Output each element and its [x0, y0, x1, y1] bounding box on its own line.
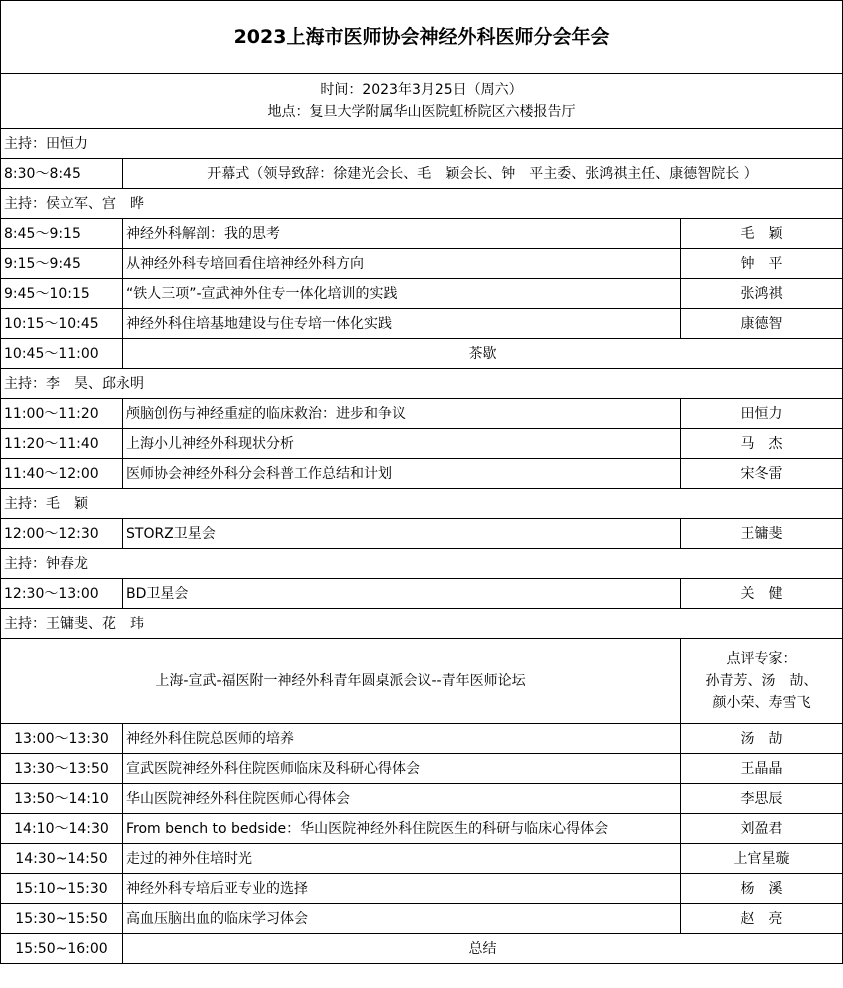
- forum-expert-line: 孙青芳、汤 劼、: [705, 673, 818, 689]
- talk-topic: From bench to bedside：华山医院神经外科住院医生的科研与临床心得体会: [123, 814, 681, 844]
- session-row: [1, 934, 843, 964]
- event-location: 地点：复旦大学附属华山医院虹桥院区六楼报告厅: [267, 104, 576, 120]
- event-time: 时间：2023年3月25日（周六）: [320, 82, 523, 98]
- forum-row: [1, 639, 843, 724]
- host-row: [1, 369, 843, 399]
- talk-row: [1, 844, 843, 874]
- talk-topic: 走过的神外住培时光: [123, 844, 681, 874]
- talk-speaker: 赵 亮: [681, 904, 843, 934]
- talk-row: [1, 399, 843, 429]
- host-name: 主持：李 昊、邱永明: [1, 369, 843, 399]
- session-title: 开幕式（领导致辞：徐建光会长、毛 颖会长、钟 平主委、张鸿祺主任、康德智院长 ）: [123, 159, 843, 189]
- talk-speaker: 汤 劼: [681, 724, 843, 754]
- talk-row: [1, 874, 843, 904]
- host-name: 主持：王镛斐、花 玮: [1, 609, 843, 639]
- talk-time: 15:30~15:50: [1, 904, 123, 934]
- talk-topic: 神经外科解剖：我的思考: [123, 219, 681, 249]
- talk-speaker: 杨 溪: [681, 874, 843, 904]
- talk-topic: BD卫星会: [123, 579, 681, 609]
- talk-speaker: 钟 平: [681, 249, 843, 279]
- forum-expert-line: 点评专家：: [726, 651, 797, 667]
- talk-topic: 上海小儿神经外科现状分析: [123, 429, 681, 459]
- host-row: [1, 489, 843, 519]
- talk-speaker: 田恒力: [681, 399, 843, 429]
- talk-time: 9:45～10:15: [1, 279, 123, 309]
- host-name: 主持：侯立军、宫 晔: [1, 189, 843, 219]
- talk-row: [1, 249, 843, 279]
- talk-topic: 医师协会神经外科分会科普工作总结和计划: [123, 459, 681, 489]
- talk-topic: 神经外科住培基地建设与住专培一体化实践: [123, 309, 681, 339]
- talk-speaker: 宋冬雷: [681, 459, 843, 489]
- talk-topic: 宣武医院神经外科住院医师临床及科研心得体会: [123, 754, 681, 784]
- host-row: [1, 129, 843, 159]
- talk-topic: STORZ卫星会: [123, 519, 681, 549]
- talk-topic: “铁人三项”-宣武神外住专一体化培训的实践: [123, 279, 681, 309]
- host-name: 主持：钟春龙: [1, 549, 843, 579]
- talk-time: 13:00～13:30: [1, 724, 123, 754]
- talk-time: 12:00～12:30: [1, 519, 123, 549]
- host-name: 主持：田恒力: [1, 129, 843, 159]
- talk-time: 14:30~14:50: [1, 844, 123, 874]
- talk-time: 13:30～13:50: [1, 754, 123, 784]
- talk-row: [1, 219, 843, 249]
- session-time: 8:30～8:45: [1, 159, 123, 189]
- talk-time: 11:20～11:40: [1, 429, 123, 459]
- talk-speaker: 上官星璇: [681, 844, 843, 874]
- forum-expert-line: 颜小荣、寿雪飞: [712, 695, 811, 711]
- talk-time: 9:15～9:45: [1, 249, 123, 279]
- talk-row: [1, 724, 843, 754]
- talk-time: 10:15～10:45: [1, 309, 123, 339]
- host-name: 主持：毛 颖: [1, 489, 843, 519]
- talk-time: 15:10~15:30: [1, 874, 123, 904]
- session-row: [1, 159, 843, 189]
- talk-speaker: 毛 颖: [681, 219, 843, 249]
- talk-row: [1, 429, 843, 459]
- talk-topic: 颅脑创伤与神经重症的临床救治：进步和争议: [123, 399, 681, 429]
- talk-speaker: 康德智: [681, 309, 843, 339]
- host-row: [1, 609, 843, 639]
- talk-time: 13:50～14:10: [1, 784, 123, 814]
- talk-topic: 神经外科住院总医师的培养: [123, 724, 681, 754]
- title-row: [1, 1, 843, 74]
- talk-speaker: 王晶晶: [681, 754, 843, 784]
- session-title: 总结: [123, 934, 843, 964]
- forum-title: 上海-宣武-福医附一神经外科青年圆桌派会议--青年医师论坛: [1, 639, 681, 724]
- talk-speaker: 李思辰: [681, 784, 843, 814]
- talk-topic: 神经外科专培后亚专业的选择: [123, 874, 681, 904]
- talk-time: 12:30～13:00: [1, 579, 123, 609]
- event-info: [1, 74, 843, 129]
- talk-time: 11:40～12:00: [1, 459, 123, 489]
- talk-row: [1, 309, 843, 339]
- talk-time: 8:45～9:15: [1, 219, 123, 249]
- talk-topic: 华山医院神经外科住院医师心得体会: [123, 784, 681, 814]
- session-title: 茶歇: [123, 339, 843, 369]
- talk-row: [1, 814, 843, 844]
- forum-experts: [681, 639, 843, 724]
- talk-speaker: 关 健: [681, 579, 843, 609]
- talk-speaker: 王镛斐: [681, 519, 843, 549]
- talk-row: [1, 459, 843, 489]
- talk-topic: 从神经外科专培回看住培神经外科方向: [123, 249, 681, 279]
- session-time: 10:45～11:00: [1, 339, 123, 369]
- session-time: 15:50~16:00: [1, 934, 123, 964]
- session-row: [1, 339, 843, 369]
- talk-row: [1, 519, 843, 549]
- talk-time: 11:00～11:20: [1, 399, 123, 429]
- talk-row: [1, 279, 843, 309]
- talk-speaker: 刘盈君: [681, 814, 843, 844]
- talk-row: [1, 754, 843, 784]
- talk-row: [1, 784, 843, 814]
- talk-row: [1, 904, 843, 934]
- talk-speaker: 马 杰: [681, 429, 843, 459]
- host-row: [1, 549, 843, 579]
- talk-time: 14:10～14:30: [1, 814, 123, 844]
- host-row: [1, 189, 843, 219]
- talk-topic: 高血压脑出血的临床学习体会: [123, 904, 681, 934]
- talk-speaker: 张鸿祺: [681, 279, 843, 309]
- talk-row: [1, 579, 843, 609]
- info-row: [1, 74, 843, 129]
- page-title: 2023上海市医师协会神经外科医师分会年会: [1, 1, 843, 74]
